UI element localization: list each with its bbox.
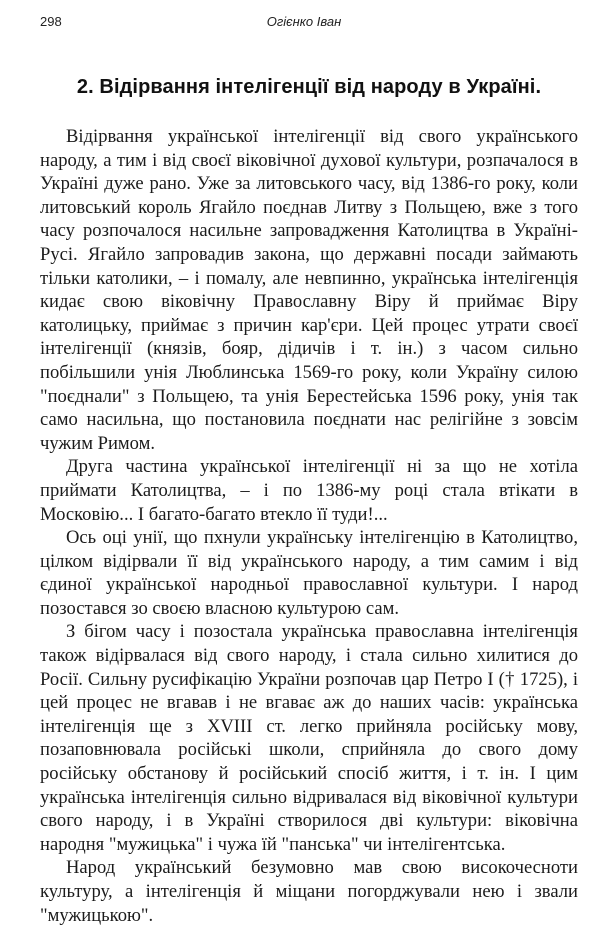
running-title: Огієнко Іван bbox=[266, 14, 342, 29]
paragraph: Відірвання української інтелігенції від свого українського народу, а тим і від своєї віковічної духової культури, розпачалося в Україні дуже рано. Уже за литовського часу, від 1386-го року, коли литовський король Ягайло поєднав Литву з Польщею, вже з того часу розпочалося насильне запровадження Католицтва в Україні-Русі. Ягайло запровадив закона, що державні посади займають тільки католики, – і помалу, але невпинно, українська інтелігенція кидає свою віковічну Православну Віру й приймає Віру католицьку, приймає з причин кар'єри. Цей процес утрати своєї інтелігенції (князів, бояр, дідичів і т. ін.) з часом сильно побільшили унія Люблинська 1569-го року, коли Україну силою "поєднали" з Польщею, та унія Берестейська 1596 року, унія так само насильна, що постановила поєднати нас релігійне з зовсім чужим Римом. bbox=[40, 126, 578, 454]
paragraph: Народ український безумовно мав свою високочесноти культуру, а інтелігенція й міщани погорджували нею і звали "мужицькою". bbox=[40, 857, 578, 926]
chapter-title: 2. Відірвання інтелігенції від народу в Україні. bbox=[76, 76, 542, 98]
paragraph: Друга частина української інтелігенції ні за що не хотіла приймати Католицтва, – і по 1386-му році стала втікати в Московію... І багато-багато втекло її туди!... bbox=[40, 456, 578, 525]
running-head bbox=[40, 14, 578, 36]
body-text bbox=[40, 125, 578, 927]
paragraph: З бігом часу і позостала українська православна інтелігенція також відірвалася від свого народу, і стала сильно хилитися до Росії. Сильну русифікацію України розпочав цар Петро I († 1725), і цей процес не вгавав і не вгаває аж до наших часів: українська інтелігенція ще з XVIII ст. легко прийняла російську мову, позаповнювала російські школи, сприйняла до свого дому російську обстанову й російський спосіб життя, і т. ін. І цим українська інтелігенція сильно відривалася від віковічної культури свого народу, і в Україні створилося дві культури: віковічна народня "мужицька" і чужа їй "панська" чи інтелігентська. bbox=[40, 621, 578, 855]
paragraph: Ось оці унії, що пхнули українську інтелігенцію в Католицтво, цілком відірвали її від українського народу, а тим самим і від єдиної української народньої православної культури. І народ позостався зо своєю власною культурою сам. bbox=[40, 527, 578, 619]
page-number: 298 bbox=[40, 14, 62, 29]
